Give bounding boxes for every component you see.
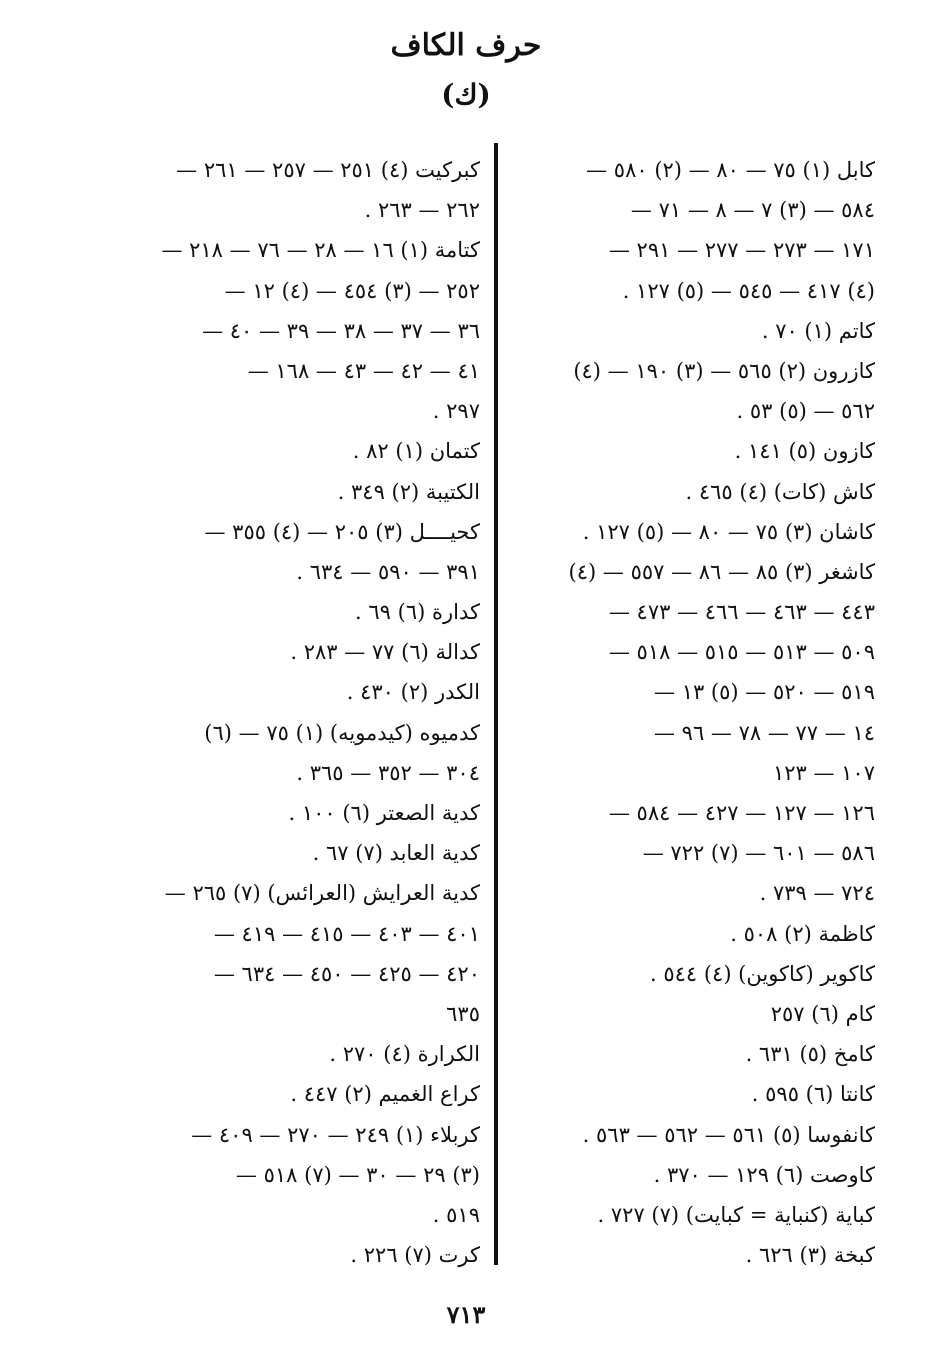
index-entry: (٣) ٢٩ — ٣٠ — (٧) ٥١٨ — — [235, 1162, 480, 1187]
index-entry: ١٧١ — ٢٧٣ — ٢٧٧ — ٢٩١ — — [608, 238, 875, 263]
index-entry: ١٤ — ٧٧ — ٧٨ — ٩٦ — — [653, 720, 875, 745]
index-entry: كانفوسا (٥) ٥٦١ — ٥٦٢ — ٥٦٣ . — [582, 1122, 875, 1147]
index-entry: ٥٦٢ — (٥) ٥٣ . — [736, 399, 875, 424]
index-entry: كاشان (٣) ٧٥ — ٨٠ — (٥) ١٢٧ . — [582, 519, 875, 544]
index-entry: ٤٢٠ — ٤٢٥ — ٤٥٠ — ٦٣٤ — — [213, 961, 480, 986]
index-entry: ٥٠٩ — ٥١٣ — ٥١٥ — ٥١٨ — — [608, 640, 875, 665]
index-entry: كراع الغميم (٢) ٤٤٧ . — [290, 1082, 480, 1107]
index-entry: كبركيت (٤) ٢٥١ — ٢٥٧ — ٢٦١ — — [176, 158, 480, 182]
right-column — [520, 150, 875, 1275]
index-entry: الكدر (٢) ٤٣٠ . — [346, 680, 480, 705]
index-entry: كحيــــل (٣) ٢٠٥ — (٤) ٣٥٥ — — [204, 519, 480, 544]
index-entry: كتمان (١) ٨٢ . — [352, 439, 480, 464]
index-entry: ٢٦٢ — ٢٦٣ . — [364, 198, 480, 223]
index-entry: ٥١٩ . — [432, 1202, 480, 1227]
index-entry: كاشغر (٣) ٨٥ — ٨٦ — ٥٥٧ — (٤) — [568, 559, 875, 584]
index-entry: ١٠٧ — ١٢٣ — [772, 760, 875, 785]
index-entry: ٣٩١ — ٥٩٠ — ٦٣٤ . — [296, 559, 480, 584]
index-entry: كباية (كنباية = كبايت) (٧) ٧٢٧ . — [597, 1202, 875, 1227]
index-entry: كدية العرايش (العرائس) (٧) ٢٦٥ — — [164, 881, 480, 906]
index-entry: ١٢٦ — ١٢٧ — ٤٢٧ — ٥٨٤ — — [608, 801, 875, 825]
index-entry: ٢٥٢ — (٣) ٤٥٤ — (٤) ١٢ — — [224, 278, 480, 303]
index-entry: كربلاء (١) ٢٤٩ — ٢٧٠ — ٤٠٩ — — [191, 1122, 480, 1147]
page-subtitle: (ك) — [441, 78, 491, 111]
index-entry: كامخ (٥) ٦٣١ . — [745, 1042, 875, 1067]
index-entry: الكرارة (٤) ٢٧٠ . — [329, 1042, 480, 1067]
index-entry: ٣٦ — ٣٧ — ٣٨ — ٣٩ — ٤٠ — — [202, 318, 480, 343]
index-entry: ٢٩٧ . — [432, 399, 480, 424]
index-entry: ٣٠٤ — ٣٥٢ — ٣٦٥ . — [296, 760, 480, 785]
index-entry: كدارة (٦) ٦٩ . — [355, 600, 480, 625]
index-entry: كازرون (٢) ٥٦٥ — (٣) ١٩٠ — (٤) — [573, 358, 875, 383]
index-entry: ٥٨٤ — (٣) ٧ — ٨ — ٧١ — — [630, 198, 875, 223]
index-entry: كبخة (٣) ٦٢٦ . — [745, 1243, 875, 1268]
index-entry: ٧٢٤ — ٧٣٩ . — [759, 881, 875, 906]
index-entry: كدية العابد (٧) ٦٧ . — [312, 841, 480, 866]
index-entry: ٤٠١ — ٤٠٣ — ٤١٥ — ٤١٩ — — [213, 921, 480, 946]
index-entry: (٤) ٤١٧ — ٥٤٥ — (٥) ١٢٧ . — [622, 278, 875, 303]
index-entry: كام (٦) ٢٥٧ — [770, 1001, 875, 1026]
page-number: ٧١٣ — [446, 1300, 486, 1329]
index-entry: كابل (١) ٧٥ — ٨٠ — (٢) ٥٨٠ — — [586, 158, 875, 182]
index-entry: كاظمة (٢) ٥٠٨ . — [730, 921, 875, 946]
index-entry: ٤٤٣ — ٤٦٣ — ٤٦٦ — ٤٧٣ — — [608, 600, 875, 625]
index-entry: ٤١ — ٤٢ — ٤٣ — ١٦٨ — — [247, 358, 480, 383]
index-entry: ٥١٩ — ٥٢٠ — (٥) ١٣ — — [654, 680, 875, 705]
index-entry: كاكوير (كاكوين) (٤) ٥٤٤ . — [649, 961, 875, 986]
index-entry: كدميوه (كيدمويه) (١) ٧٥ — (٦) — [204, 720, 480, 745]
index-entry: كاوصت (٦) ١٢٩ — ٣٧٠ . — [653, 1162, 875, 1187]
index-entry: الكتيبة (٢) ٣٤٩ . — [337, 479, 480, 504]
index-entry: ٥٨٦ — ٦٠١ — (٧) ٧٢٢ — — [642, 841, 875, 866]
index-entry: كرت (٧) ٢٢٦ . — [350, 1243, 480, 1268]
index-entry: ٦٣٥ — [446, 1001, 480, 1026]
index-entry: كانتا (٦) ٥٩٥ . — [751, 1082, 875, 1107]
index-entry: كدية الصعتر (٦) ١٠٠ . — [288, 801, 480, 825]
index-entry: كدالة (٦) ٧٧ — ٢٨٣ . — [290, 640, 480, 665]
index-entry: كازون (٥) ١٤١ . — [734, 439, 875, 464]
index-entry: كتامة (١) ١٦ — ٢٨ — ٧٦ — ٢١٨ — — [161, 238, 480, 263]
index-entry: كاش (كات) (٤) ٤٦٥ . — [685, 479, 875, 504]
index-entry: كاتم (١) ٧٠ . — [761, 318, 875, 343]
page-title: حرف الكاف — [390, 28, 542, 63]
column-divider — [494, 143, 498, 1265]
left-column — [122, 150, 480, 1275]
